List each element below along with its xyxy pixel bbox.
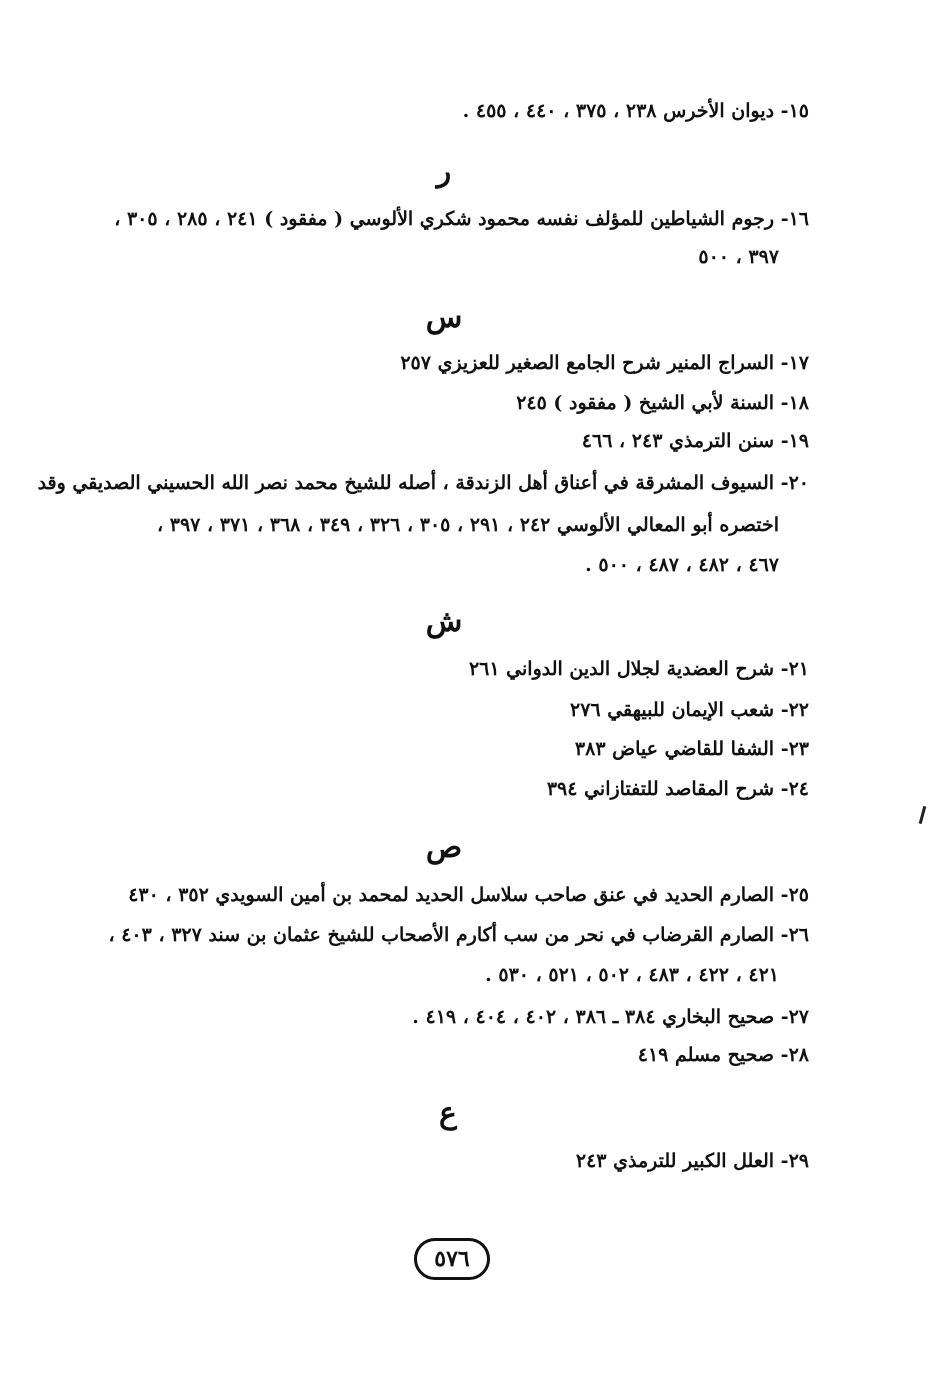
entry-29: ٢٩- العلل الكبير للترمذي ٢٤٣ — [575, 1150, 809, 1172]
entry-28: ٢٨- صحيح مسلم ٤١٩ — [637, 1044, 809, 1066]
entry-20: ٢٠- السيوف المشرقة في أعناق أهل الزندقة ، أصله للشيخ محمد نصر الله الحسيني الصديقي وقد — [37, 472, 809, 494]
margin-mark — [919, 806, 927, 824]
page-number: ٥٧٦ — [414, 1238, 490, 1280]
entry-26: ٢٦- الصارم القرضاب في نحر من سب أكارم الأصحاب للشيخ عثمان بن سند ٣٢٧ ، ٤٠٣ ، — [108, 924, 809, 946]
entry-27: ٢٧- صحيح البخاري ٣٨٤ ـ ٣٨٦ ، ٤٠٢ ، ٤٠٤ ، ٤١٩ . — [412, 1006, 809, 1028]
entry-23: ٢٣- الشفا للقاضي عياض ٣٨٣ — [574, 738, 809, 760]
entry-22: ٢٢- شعب الإيمان للبيهقي ٢٧٦ — [569, 699, 809, 721]
entry-20-continuation-1: اختصره أبو المعالي الألوسي ٢٤٢ ، ٢٩١ ، ٣٠٥ ، ٣٢٦ ، ٣٤٩ ، ٣٦٨ ، ٣٧١ ، ٣٩٧ ، — [157, 514, 779, 536]
section-letter-sin: س — [425, 300, 463, 335]
section-letter-sad: ص — [425, 830, 463, 865]
entry-26-continuation: ٤٢١ ، ٤٢٢ ، ٤٨٣ ، ٥٠٢ ، ٥٢١ ، ٥٣٠ . — [485, 964, 779, 986]
entry-21: ٢١- شرح العضدية لجلال الدين الدواني ٢٦١ — [468, 658, 809, 680]
entry-16: ١٦- رجوم الشياطين للمؤلف نفسه محمود شكري الألوسي ( مفقود ) ٢٤١ ، ٢٨٥ ، ٣٠٥ ، — [114, 208, 809, 230]
entry-24: ٢٤- شرح المقاصد للتفتازاني ٣٩٤ — [546, 778, 809, 800]
entry-16-continuation: ٣٩٧ ، ٥٠٠ — [698, 246, 779, 268]
entry-18: ١٨- السنة لأبي الشيخ ( مفقود ) ٢٤٥ — [516, 392, 809, 414]
section-letter-shin: ش — [425, 604, 463, 639]
entry-25: ٢٥- الصارم الحديد في عنق صاحب سلاسل الحديد لمحمد بن أمين السويدي ٣٥٢ ، ٤٣٠ — [128, 884, 809, 906]
entry-20-continuation-2: ٤٦٧ ، ٤٨٢ ، ٤٨٧ ، ٥٠٠ . — [585, 554, 779, 576]
entry-17: ١٧- السراج المنير شرح الجامع الصغير للعزيزي ٢٥٧ — [400, 352, 809, 374]
entry-19: ١٩- سنن الترمذي ٢٤٣ ، ٤٦٦ — [581, 430, 809, 452]
entry-15: ١٥- ديوان الأخرس ٢٣٨ ، ٣٧٥ ، ٤٤٠ ، ٤٥٥ . — [462, 100, 809, 122]
section-letter-ra: ر — [436, 154, 452, 189]
section-letter-ayn: ع — [439, 1096, 457, 1131]
